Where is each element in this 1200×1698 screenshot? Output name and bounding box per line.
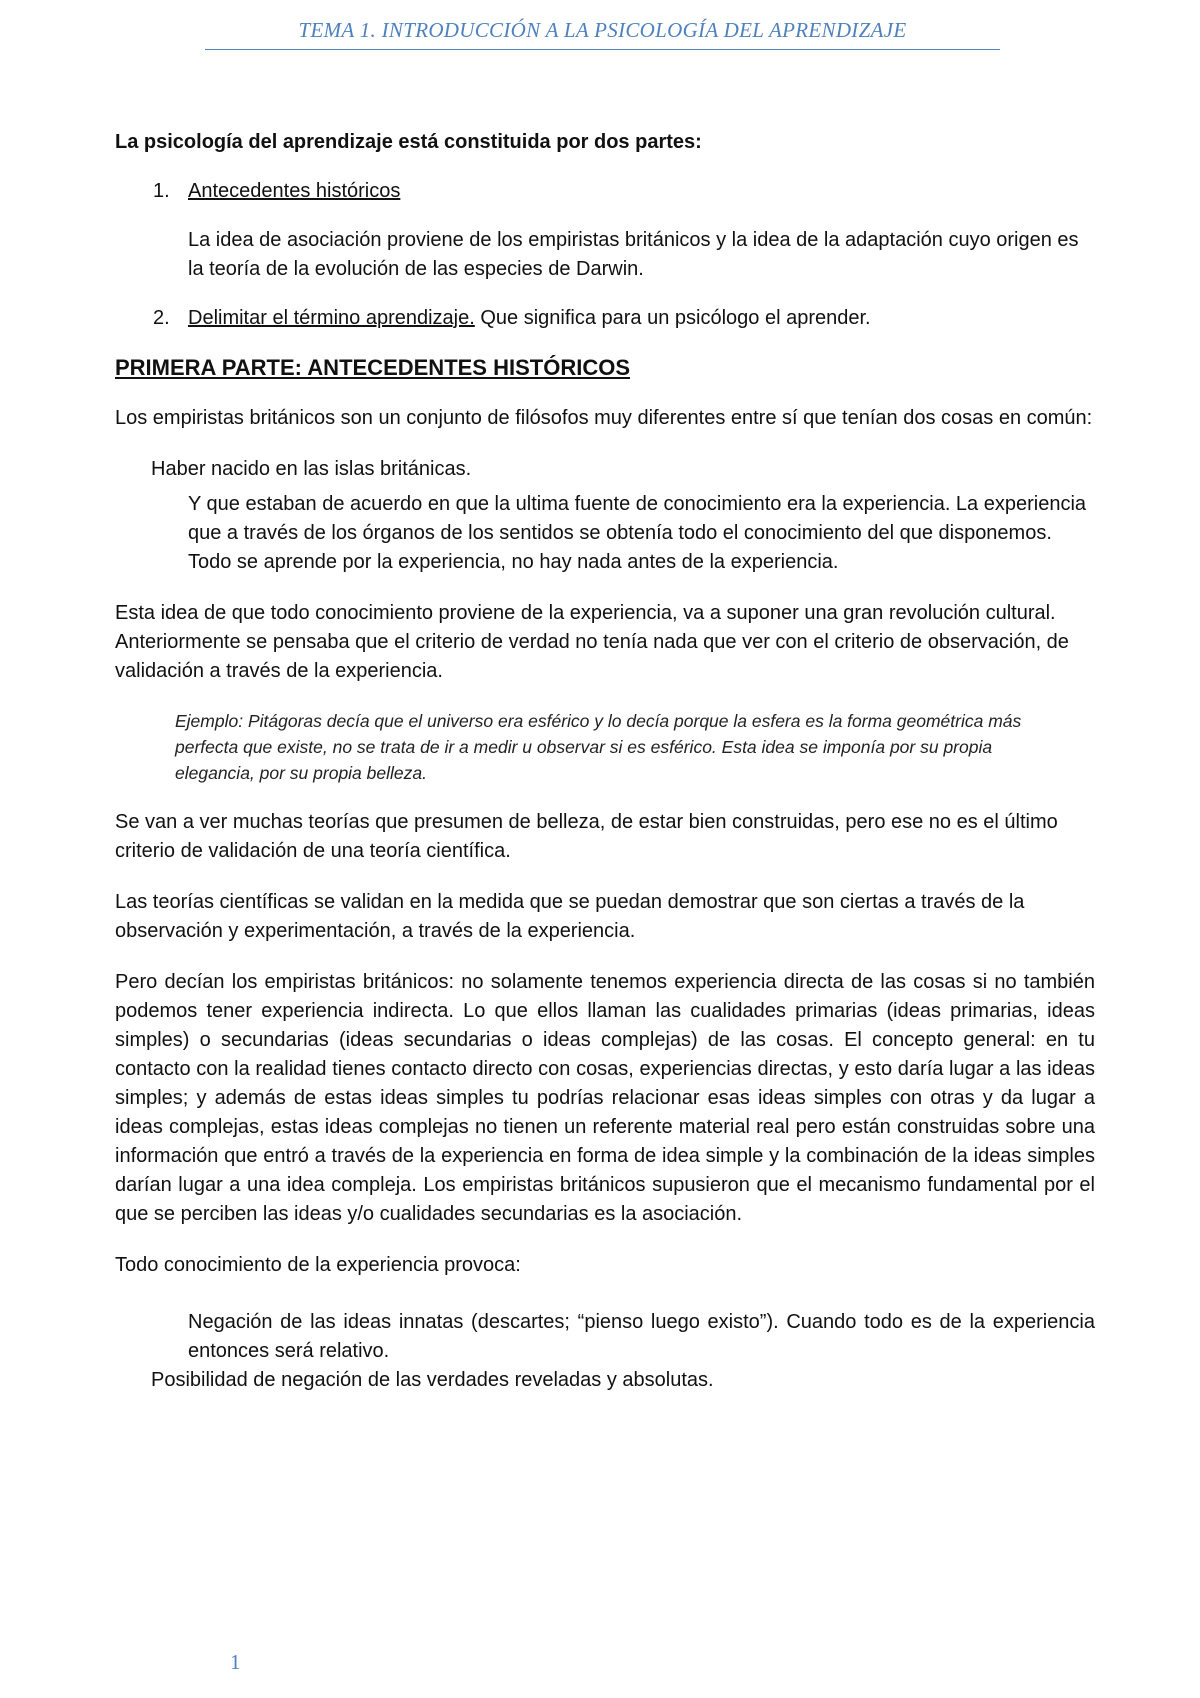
list-item-title: Delimitar el término aprendizaje. (188, 307, 475, 329)
paragraph-belleza: Se van a ver muchas teorías que presumen de belleza, de estar bien construidas, pero ese no es el último criterio de validación de una teoría científica. (115, 811, 1058, 862)
paragraph-cualidades: Pero decían los empiristas británicos: no solamente tenemos experiencia directa de las cosas si no también podemos tener experiencia indirecta. Lo que ellos llaman las cualidades primarias (ideas primarias, ideas simples) o secundarias (ideas secundarias o ideas complejas) de las cosas. El concepto general: en tu contacto con la realidad tienes contacto directo con cosas, experiencias directas, y esto daría lugar a las ideas simples; y además de estas ideas simples tu podrías relacionar esas ideas simples con otras y da lugar a ideas complejas, estas ideas complejas no tienen un referente material real pero están construidas sobre una información que entró a través de la experiencia en forma de idea simple y la combinación de la ideas simples darían lugar a una idea compleja. Los empiristas británicos supusieron que el mecanismo fundamental por el que se perciben las ideas y/o cualidades secundarias es la asociación. (115, 971, 1095, 1225)
list-number: 2. (153, 307, 170, 329)
paragraph-validacion: Las teorías científicas se validan en la medida que se puedan demostrar que son ciertas a través de la observación y experimentación, a través de la experiencia. (115, 891, 1025, 942)
list-body (188, 304, 1095, 333)
intro-text: La psicología del aprendizaje está constituida por dos partes: (115, 131, 702, 153)
list-body (188, 177, 1095, 206)
bullet-item: Haber nacido en las islas británicas. (151, 458, 472, 480)
list-item-detail: La idea de asociación proviene de los empiristas británicos y la idea de la adaptación cuyo origen es la teoría de la evolución de las especies de Darwin. (188, 229, 1079, 280)
bullet-item: Negación de las ideas innatas (descartes; “pienso luego existo”). Cuando todo es de la experiencia entonces será relativo. (188, 1311, 1095, 1362)
list-number: 1. (153, 180, 170, 202)
list-item (115, 177, 1095, 206)
paragraph-revolucion: Esta idea de que todo conocimiento proviene de la experiencia, va a suponer una gran revolución cultural. Anteriormente se pensaba que el criterio de verdad no tenía nada que ver con el criterio de observación, de validación a través de la experiencia. (115, 602, 1069, 682)
example-text: Ejemplo: Pitágoras decía que el universo era esférico y lo decía porque la esfera es la forma geométrica más perfecta que existe, no se trata de ir a medir u observar si es esférico. Esta idea se imponía por su propia elegancia, por su propia belleza. (175, 711, 1022, 783)
page-header (205, 18, 1000, 50)
paragraph-empiristas: Los empiristas británicos son un conjunto de filósofos muy diferentes entre sí que tenían dos cosas en común: (115, 407, 1093, 429)
page-number: 1 (230, 1650, 241, 1674)
document-title: TEMA 1. INTRODUCCIÓN A LA PSICOLOGÍA DEL APRENDIZAJE (298, 18, 907, 42)
list-item-rest: Que significa para un psicólogo el aprender. (474, 307, 871, 329)
list-item (115, 304, 1095, 333)
list-item-title: Antecedentes históricos (188, 180, 401, 202)
document-body (115, 128, 1095, 1395)
bullet-item: Y que estaban de acuerdo en que la ultima fuente de conocimiento era la experiencia. La experiencia que a través de los órganos de los sentidos se obtenía todo el conocimiento del que disponemos. Todo se aprende por la experiencia, no hay nada antes de la experiencia. (188, 493, 1087, 573)
bullet-item: Posibilidad de negación de las verdades reveladas y absolutas. (151, 1369, 714, 1391)
section-heading: PRIMERA PARTE: ANTECEDENTES HISTÓRICOS (115, 355, 630, 380)
paragraph-conocimiento: Todo conocimiento de la experiencia provoca: (115, 1254, 521, 1276)
